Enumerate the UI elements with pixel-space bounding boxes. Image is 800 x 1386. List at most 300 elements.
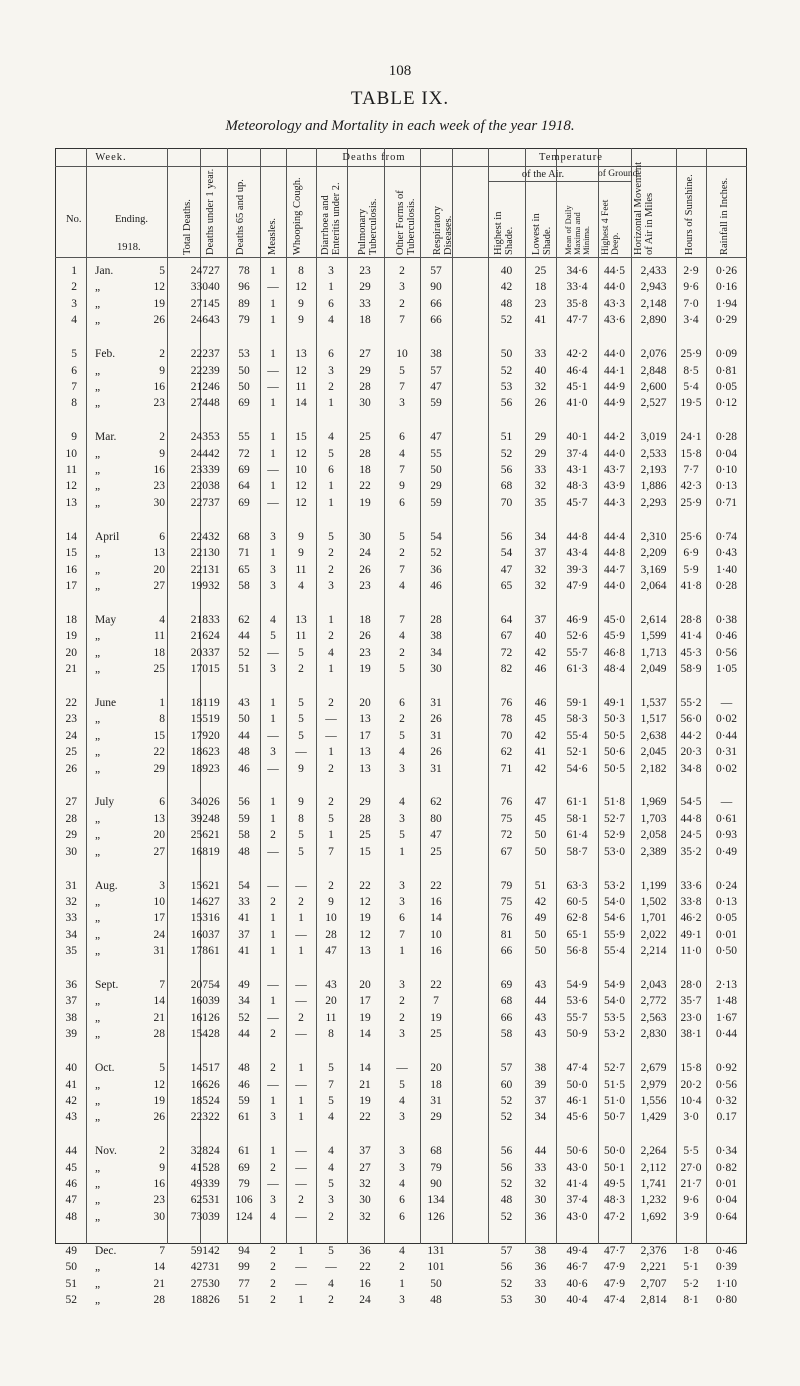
cell-pulmonary-tb: 19 — [359, 1011, 371, 1024]
cell-measles: 2 — [270, 1261, 276, 1274]
cell-pulmonary-tb: 32 — [359, 1210, 371, 1223]
cell-deaths-under-1: 26 — [208, 796, 220, 809]
cell-week-no: 11 — [65, 464, 77, 476]
cell-sunshine: 3·0 — [683, 1111, 699, 1124]
cell-deaths-65: 89 — [238, 297, 250, 310]
cell-deaths-under-1: 43 — [208, 314, 220, 327]
cell-other-tb: 6 — [399, 496, 405, 509]
cell-highest-shade: 75 — [500, 895, 513, 908]
cell-total-deaths: 221 — [190, 547, 208, 560]
cell-deaths-65: 69 — [238, 397, 250, 410]
table-row — [55, 348, 747, 364]
cell-whooping-cough: — — [295, 879, 307, 892]
cell-pulmonary-tb: 18 — [359, 613, 371, 626]
cell-pulmonary-tb: 20 — [359, 979, 371, 991]
cell-ground-temp: 53·2 — [603, 1028, 626, 1041]
cell-respiratory: 30 — [430, 663, 442, 675]
cell-sunshine: 20·2 — [680, 1078, 702, 1091]
header-pulmonary: Pulmonary Tuberculosis. — [357, 198, 379, 255]
cell-respiratory: 16 — [430, 895, 442, 908]
cell-ground-temp: 54·6 — [603, 912, 626, 925]
cell-horizontal-movement: 2,389 — [640, 845, 667, 858]
cell-respiratory: 79 — [430, 1161, 442, 1174]
cell-month: „ — [95, 380, 101, 393]
table-row — [55, 746, 747, 762]
cell-day: 15 — [153, 729, 165, 742]
cell-whooping-cough: 2 — [298, 1194, 304, 1207]
cell-day: 19 — [153, 1094, 165, 1107]
cell-total-deaths: 178 — [190, 945, 208, 958]
cell-pulmonary-tb: 24 — [359, 547, 371, 560]
cell-diarrhoea: — — [325, 713, 337, 726]
cell-total-deaths: 340 — [190, 796, 208, 809]
cell-month: Oct. — [95, 1062, 115, 1075]
cell-diarrhoea: 5 — [328, 1244, 334, 1257]
cell-rainfall: 0·16 — [715, 281, 738, 294]
cell-horizontal-movement: 3,169 — [640, 563, 667, 576]
cell-week-no: 36 — [65, 979, 77, 991]
cell-month: „ — [95, 1078, 101, 1091]
cell-lowest-shade: 18 — [534, 281, 547, 294]
cell-mean-daily: 49·4 — [566, 1244, 588, 1257]
cell-pulmonary-tb: 22 — [359, 879, 371, 892]
cell-mean-daily: 44·8 — [566, 530, 588, 543]
cell-diarrhoea: 2 — [328, 630, 334, 643]
cell-week-no: 34 — [65, 928, 77, 941]
cell-ground-temp: 44·3 — [603, 496, 626, 509]
cell-horizontal-movement: 2,830 — [640, 1028, 667, 1041]
cell-pulmonary-tb: 26 — [359, 563, 371, 576]
cell-sunshine: 24·5 — [680, 829, 702, 842]
cell-respiratory: 28 — [430, 613, 442, 626]
cell-deaths-under-1: 28 — [208, 1161, 220, 1174]
cell-deaths-65: 96 — [238, 281, 250, 294]
cell-month: „ — [95, 579, 101, 592]
cell-other-tb: 5 — [399, 663, 405, 675]
cell-deaths-under-1: 42 — [208, 447, 220, 460]
cell-sunshine: 27·0 — [680, 1161, 702, 1174]
cell-pulmonary-tb: 30 — [359, 1194, 371, 1207]
cell-ground-temp: 44·7 — [603, 563, 626, 576]
cell-day: 24 — [153, 928, 165, 941]
cell-respiratory: 22 — [430, 979, 442, 991]
cell-respiratory: 101 — [427, 1261, 445, 1274]
cell-highest-shade: 81 — [500, 928, 513, 941]
cell-week-no: 27 — [65, 796, 77, 809]
cell-total-deaths: 154 — [190, 1028, 208, 1041]
cell-day: 5 — [159, 265, 165, 277]
cell-horizontal-movement: 2,943 — [640, 281, 667, 294]
cell-respiratory: 131 — [427, 1244, 445, 1257]
cell-day: 4 — [159, 613, 165, 626]
cell-whooping-cough: — — [295, 979, 307, 991]
cell-respiratory: 38 — [430, 630, 442, 643]
cell-horizontal-movement: 2,890 — [640, 314, 667, 327]
cell-sunshine: 28·8 — [680, 613, 702, 626]
cell-highest-shade: 78 — [500, 713, 513, 726]
cell-deaths-65: 106 — [235, 1194, 253, 1207]
cell-lowest-shade: 46 — [534, 696, 547, 709]
cell-respiratory: 22 — [430, 879, 442, 892]
cell-deaths-under-1: 31 — [208, 563, 220, 576]
cell-diarrhoea: 2 — [328, 380, 334, 393]
cell-rainfall: 0·24 — [715, 879, 738, 892]
table-row — [55, 448, 747, 464]
cell-diarrhoea: 6 — [328, 297, 334, 310]
cell-lowest-shade: 42 — [534, 762, 547, 775]
cell-sunshine: 28·0 — [680, 979, 702, 991]
cell-rainfall: 0·28 — [715, 579, 738, 592]
cell-deaths-under-1: 23 — [208, 762, 220, 775]
table-row — [55, 995, 747, 1011]
cell-deaths-65: 46 — [238, 762, 250, 775]
cell-diarrhoea: 20 — [325, 995, 337, 1008]
cell-highest-shade: 53 — [500, 380, 513, 393]
cell-total-deaths: 233 — [190, 464, 208, 476]
header-rule — [55, 257, 747, 258]
cell-ground-temp: 49·5 — [603, 1178, 626, 1190]
cell-rainfall: 0·61 — [715, 812, 738, 825]
cell-horizontal-movement: 2,563 — [640, 1011, 667, 1024]
cell-mean-daily: 40·1 — [566, 431, 588, 444]
cell-horizontal-movement: 2,076 — [640, 348, 667, 361]
cell-total-deaths: 160 — [190, 928, 208, 941]
table-row — [55, 497, 747, 513]
cell-sunshine: 44·2 — [680, 729, 702, 742]
cell-pulmonary-tb: 33 — [359, 297, 371, 310]
cell-rainfall: 0·56 — [715, 1078, 738, 1091]
cell-mean-daily: 46·1 — [566, 1094, 588, 1107]
cell-other-tb: 3 — [399, 1145, 405, 1158]
table-row — [55, 896, 747, 912]
cell-rainfall: 0·43 — [715, 547, 738, 560]
cell-whooping-cough: — — [295, 1145, 307, 1158]
cell-lowest-shade: 36 — [534, 1261, 547, 1274]
cell-respiratory: 25 — [430, 845, 442, 858]
cell-lowest-shade: 32 — [534, 579, 547, 592]
cell-pulmonary-tb: 29 — [359, 796, 371, 809]
cell-lowest-shade: 36 — [534, 1210, 547, 1223]
cell-respiratory: 66 — [430, 297, 442, 310]
cell-week-no: 48 — [65, 1210, 77, 1223]
cell-ground-temp: 44·0 — [603, 447, 626, 460]
cell-respiratory: 126 — [427, 1210, 445, 1223]
cell-other-tb: 6 — [399, 1210, 405, 1223]
cell-mean-daily: 43·0 — [566, 1210, 588, 1223]
cell-day: 26 — [153, 1111, 165, 1124]
cell-highest-shade: 48 — [500, 297, 513, 310]
cell-sunshine: 23·0 — [680, 1011, 702, 1024]
cell-week-no: 46 — [65, 1178, 77, 1190]
cell-respiratory: 62 — [430, 796, 442, 809]
cell-deaths-under-1: 21 — [208, 879, 220, 892]
cell-month: Sept. — [95, 979, 119, 991]
cell-whooping-cough: 12 — [295, 281, 307, 294]
cell-whooping-cough: — — [295, 1277, 307, 1290]
cell-mean-daily: 37·4 — [566, 447, 588, 460]
cell-highest-shade: 52 — [500, 364, 513, 377]
cell-day: 6 — [159, 530, 165, 543]
cell-highest-shade: 64 — [500, 613, 513, 626]
cell-diarrhoea: 5 — [328, 1178, 334, 1190]
cell-pulmonary-tb: 32 — [359, 1178, 371, 1190]
cell-rainfall: 0·28 — [715, 431, 738, 444]
cell-deaths-65: 61 — [238, 1111, 250, 1124]
cell-total-deaths: 244 — [190, 447, 208, 460]
cell-other-tb: 3 — [399, 1028, 405, 1041]
table-row — [55, 1278, 747, 1294]
header-other-tb: Other Forms of Tuberculosis. — [395, 190, 417, 255]
cell-rainfall: 1·48 — [715, 995, 738, 1008]
cell-deaths-under-1: 17 — [208, 1062, 220, 1075]
table-row — [55, 1211, 747, 1227]
cell-rainfall: 0·39 — [715, 1261, 738, 1274]
cell-total-deaths: 591 — [190, 1244, 208, 1257]
cell-deaths-65: 61 — [238, 1145, 250, 1158]
cell-whooping-cough: 8 — [298, 265, 304, 277]
cell-highest-shade: 75 — [500, 812, 513, 825]
cell-week-no: 45 — [65, 1161, 77, 1174]
cell-lowest-shade: 35 — [534, 496, 547, 509]
cell-pulmonary-tb: 29 — [359, 281, 371, 294]
cell-week-no: 38 — [65, 1011, 77, 1024]
cell-diarrhoea: 5 — [328, 812, 334, 825]
cell-mean-daily: 46·7 — [566, 1261, 588, 1274]
cell-whooping-cough: 1 — [298, 1062, 304, 1075]
cell-ground-temp: 47·9 — [603, 1277, 626, 1290]
cell-measles: 1 — [270, 812, 276, 825]
cell-day: 23 — [153, 397, 165, 410]
cell-deaths-under-1: 37 — [208, 496, 220, 509]
cell-mean-daily: 63·3 — [566, 879, 588, 892]
header-deaths-under-1: Deaths under 1 year. — [205, 168, 216, 255]
cell-measles: — — [267, 979, 279, 991]
table-row — [55, 697, 747, 713]
cell-rainfall: 0·05 — [715, 912, 738, 925]
cell-measles: 1 — [270, 995, 276, 1008]
cell-day: 9 — [159, 364, 165, 377]
cell-lowest-shade: 42 — [534, 729, 547, 742]
cell-horizontal-movement: 1,556 — [640, 1094, 667, 1107]
cell-respiratory: 26 — [430, 746, 442, 759]
cell-month: „ — [95, 1028, 101, 1041]
table-row — [55, 564, 747, 580]
cell-pulmonary-tb: 22 — [359, 480, 371, 493]
cell-measles: 1 — [270, 912, 276, 925]
cell-pulmonary-tb: 14 — [359, 1028, 371, 1041]
cell-deaths-65: 124 — [235, 1210, 253, 1223]
cell-sunshine: 46·2 — [680, 912, 702, 925]
cell-month: „ — [95, 397, 101, 410]
cell-week-no: 42 — [65, 1094, 77, 1107]
cell-highest-shade: 70 — [500, 729, 513, 742]
cell-lowest-shade: 23 — [534, 297, 547, 310]
cell-diarrhoea: 2 — [328, 796, 334, 809]
cell-ground-temp: 44·2 — [603, 431, 626, 444]
cell-week-no: 1 — [71, 265, 77, 277]
cell-highest-shade: 50 — [500, 348, 513, 361]
header-week: Week. — [95, 152, 127, 163]
cell-mean-daily: 37·4 — [566, 1194, 588, 1207]
cell-mean-daily: 52·6 — [566, 630, 588, 643]
cell-rainfall: 0·44 — [715, 1028, 738, 1041]
cell-deaths-65: 69 — [238, 1161, 250, 1174]
cell-horizontal-movement: 2,848 — [640, 364, 667, 377]
cell-day: 19 — [153, 297, 165, 310]
cell-day: 8 — [159, 713, 165, 726]
cell-total-deaths: 730 — [190, 1210, 208, 1223]
cell-measles: — — [267, 1078, 279, 1091]
cell-lowest-shade: 34 — [534, 530, 547, 543]
cell-deaths-under-1: 40 — [208, 281, 220, 294]
cell-deaths-65: 33 — [238, 895, 250, 908]
table-row — [55, 1079, 747, 1095]
cell-day: 17 — [153, 912, 165, 925]
cell-total-deaths: 221 — [190, 563, 208, 576]
cell-rainfall: 0·80 — [715, 1293, 738, 1306]
cell-ground-temp: 54·0 — [603, 895, 626, 908]
cell-pulmonary-tb: 15 — [359, 845, 371, 858]
cell-week-no: 25 — [65, 746, 77, 759]
cell-whooping-cough: — — [295, 1210, 307, 1223]
cell-total-deaths: 224 — [190, 530, 208, 543]
cell-ground-temp: 50·0 — [603, 1145, 626, 1158]
cell-rainfall: 0·01 — [715, 928, 738, 941]
cell-horizontal-movement: 1,537 — [640, 696, 667, 709]
cell-pulmonary-tb: 29 — [359, 364, 371, 377]
cell-ground-temp: 48·3 — [603, 1194, 626, 1207]
table-row — [55, 464, 747, 480]
cell-sunshine: 7·0 — [683, 297, 699, 310]
cell-lowest-shade: 32 — [534, 563, 547, 576]
cell-rainfall: 0·82 — [715, 1161, 738, 1174]
cell-day: 21 — [153, 1277, 165, 1290]
cell-pulmonary-tb: 19 — [359, 912, 371, 925]
cell-deaths-under-1: 48 — [208, 812, 220, 825]
cell-highest-shade: 53 — [500, 1293, 513, 1306]
cell-deaths-65: 79 — [238, 314, 250, 327]
cell-lowest-shade: 34 — [534, 1111, 547, 1124]
cell-rainfall: 0·92 — [715, 1062, 738, 1075]
cell-rainfall: 0·26 — [715, 265, 738, 277]
cell-measles: 4 — [270, 1210, 276, 1223]
cell-deaths-65: 37 — [238, 928, 250, 941]
cell-measles: 3 — [270, 1111, 276, 1124]
cell-respiratory: 90 — [430, 281, 442, 294]
cell-month: „ — [95, 547, 101, 560]
cell-month: „ — [95, 496, 101, 509]
cell-sunshine: 5·1 — [683, 1261, 699, 1274]
cell-pulmonary-tb: 22 — [359, 1111, 371, 1124]
cell-deaths-under-1: 24 — [208, 1094, 220, 1107]
cell-ground-temp: 52·7 — [603, 812, 626, 825]
cell-diarrhoea: 9 — [328, 895, 334, 908]
cell-deaths-under-1: 15 — [208, 663, 220, 675]
table-row — [55, 1095, 747, 1111]
table-row — [55, 1062, 747, 1078]
cell-deaths-under-1: 27 — [208, 895, 220, 908]
cell-week-no: 10 — [65, 447, 77, 460]
cell-month: „ — [95, 729, 101, 742]
cell-horizontal-movement: 1,517 — [640, 713, 667, 726]
cell-week-no: 17 — [65, 579, 77, 592]
cell-week-no: 37 — [65, 995, 77, 1008]
cell-deaths-65: 44 — [238, 729, 250, 742]
cell-measles: 1 — [270, 447, 276, 460]
cell-total-deaths: 330 — [190, 281, 208, 294]
cell-highest-shade: 52 — [500, 1210, 513, 1223]
cell-month: „ — [95, 1194, 101, 1207]
cell-day: 25 — [153, 663, 165, 675]
cell-lowest-shade: 30 — [534, 1194, 547, 1207]
cell-deaths-under-1: 30 — [208, 547, 220, 560]
cell-rainfall: 0·04 — [715, 447, 738, 460]
cell-mean-daily: 35·8 — [566, 297, 588, 310]
cell-whooping-cough: 1 — [298, 1111, 304, 1124]
cell-deaths-under-1: 61 — [208, 945, 220, 958]
cell-whooping-cough: 5 — [298, 696, 304, 709]
cell-whooping-cough: 5 — [298, 713, 304, 726]
cell-measles: 3 — [270, 1194, 276, 1207]
cell-day: 12 — [153, 1078, 165, 1091]
table-row — [55, 1162, 747, 1178]
cell-measles: — — [267, 879, 279, 892]
cell-other-tb: 7 — [399, 464, 405, 476]
cell-sunshine: 8·5 — [683, 364, 699, 377]
cell-ground-temp: 50·1 — [603, 1161, 626, 1174]
cell-mean-daily: 47·4 — [566, 1062, 588, 1075]
cell-rainfall: 1·40 — [715, 563, 738, 576]
cell-month: „ — [95, 1178, 101, 1190]
cell-measles: 5 — [270, 630, 276, 643]
cell-lowest-shade: 38 — [534, 1244, 547, 1257]
header-no: No. — [66, 214, 82, 225]
cell-measles: 3 — [270, 563, 276, 576]
cell-measles: — — [267, 729, 279, 742]
cell-deaths-under-1: 32 — [208, 530, 220, 543]
cell-total-deaths: 166 — [190, 1078, 208, 1091]
cell-horizontal-movement: 3,019 — [640, 431, 667, 444]
cell-pulmonary-tb: 37 — [359, 1145, 371, 1158]
cell-measles: — — [267, 646, 279, 659]
cell-respiratory: 57 — [430, 265, 442, 277]
cell-ground-temp: 45·0 — [603, 613, 626, 626]
cell-lowest-shade: 37 — [534, 1094, 547, 1107]
cell-lowest-shade: 42 — [534, 646, 547, 659]
cell-sunshine: 2·9 — [683, 265, 699, 277]
cell-day: 10 — [153, 895, 165, 908]
cell-deaths-65: 46 — [238, 1078, 250, 1091]
cell-whooping-cough: 2 — [298, 1011, 304, 1024]
cell-lowest-shade: 32 — [534, 480, 547, 493]
cell-lowest-shade: 40 — [534, 630, 547, 643]
cell-other-tb: 2 — [399, 1011, 405, 1024]
cell-deaths-under-1: 39 — [208, 1178, 220, 1190]
cell-deaths-65: 44 — [238, 1028, 250, 1041]
cell-lowest-shade: 29 — [534, 431, 547, 444]
cell-ground-temp: 51·8 — [603, 796, 626, 809]
cell-mean-daily: 55·7 — [566, 646, 588, 659]
cell-highest-shade: 56 — [500, 464, 513, 476]
cell-deaths-65: 99 — [238, 1261, 250, 1274]
cell-highest-shade: 52 — [500, 447, 513, 460]
cell-sunshine: 42·3 — [680, 480, 702, 493]
cell-deaths-under-1: 30 — [208, 1277, 220, 1290]
cell-pulmonary-tb: 23 — [359, 646, 371, 659]
cell-respiratory: 31 — [430, 762, 442, 775]
cell-highest-shade: 56 — [500, 530, 513, 543]
cell-deaths-under-1: 38 — [208, 480, 220, 493]
